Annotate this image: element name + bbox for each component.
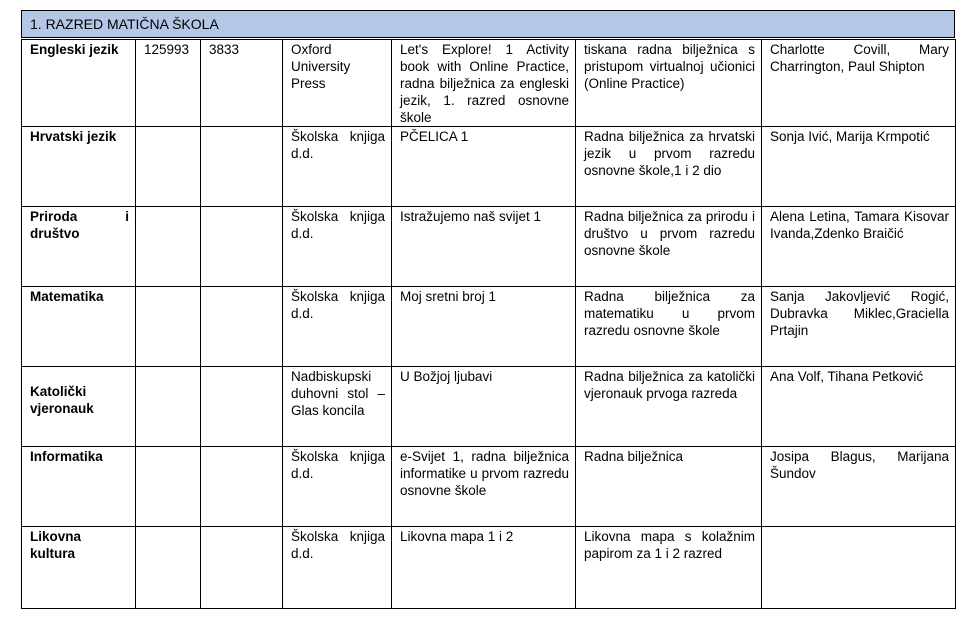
type-cell: Radna bilježnica za matematiku u prvom razredu osnovne škole <box>576 287 762 367</box>
publisher-cell: Nadbiskupski duhovni stol – Glas koncila <box>283 367 392 447</box>
authors-cell: Josipa Blagus, Marijana Šundov <box>762 447 956 527</box>
title-cell: U Božjoj ljubavi <box>392 367 576 447</box>
publisher-cell: Oxford University Press <box>283 40 392 127</box>
code1-cell <box>136 447 201 527</box>
table-row <box>22 367 956 447</box>
table-row <box>22 447 956 527</box>
publisher-cell: Školska knjiga d.d. <box>283 527 392 609</box>
type-cell: Radna bilježnica za hrvatski jezik u prvom razredu osnovne škole,1 i 2 dio <box>576 127 762 207</box>
title-cell: e-Svijet 1, radna bilježnica informatike u prvom razredu osnovne škole <box>392 447 576 527</box>
code1-cell <box>136 527 201 609</box>
section-header: 1. RAZRED MATIČNA ŠKOLA <box>21 10 955 38</box>
publisher-cell: Školska knjiga d.d. <box>283 127 392 207</box>
code1-cell <box>136 127 201 207</box>
publisher-cell: Školska knjiga d.d. <box>283 447 392 527</box>
title-cell: Likovna mapa 1 i 2 <box>392 527 576 609</box>
subject-cell: Likovna kultura <box>22 527 136 609</box>
table-row <box>22 527 956 609</box>
code2-cell <box>201 207 283 287</box>
table-row <box>22 287 956 367</box>
subject-cell: Hrvatski jezik <box>22 127 136 207</box>
table-row <box>22 207 956 287</box>
title-cell: Let's Explore! 1 Activity book with Online Practice, radna bilježnica za engleski jezik, 1. razred osnovne škole <box>392 40 576 127</box>
code1-cell <box>136 287 201 367</box>
authors-cell: Ana Volf, Tihana Petković <box>762 367 956 447</box>
code2-cell <box>201 447 283 527</box>
code2-cell: 3833 <box>201 40 283 127</box>
title-cell: Istražujemo naš svijet 1 <box>392 207 576 287</box>
table-row <box>22 127 956 207</box>
textbook-table <box>21 39 956 609</box>
type-cell: Radna bilježnica za katolički vjeronauk prvoga razreda <box>576 367 762 447</box>
publisher-cell: Školska knjiga d.d. <box>283 287 392 367</box>
authors-cell: Sonja Ivić, Marija Krmpotić <box>762 127 956 207</box>
publisher-cell: Školska knjiga d.d. <box>283 207 392 287</box>
subject-cell: Informatika <box>22 447 136 527</box>
code2-cell <box>201 127 283 207</box>
type-cell: Likovna mapa s kolažnim papirom za 1 i 2 razred <box>576 527 762 609</box>
subject-cell: Engleski jezik <box>22 40 136 127</box>
title-cell: Moj sretni broj 1 <box>392 287 576 367</box>
subject-cell: Matematika <box>22 287 136 367</box>
code2-cell <box>201 527 283 609</box>
code1-cell: 125993 <box>136 40 201 127</box>
type-cell: Radna bilježnica za prirodu i društvo u prvom razredu osnovne škole <box>576 207 762 287</box>
code2-cell <box>201 367 283 447</box>
authors-cell: Alena Letina, Tamara Kisovar Ivanda,Zdenko Braičić <box>762 207 956 287</box>
code2-cell <box>201 287 283 367</box>
authors-cell: Sanja Jakovljević Rogić, Dubravka Miklec,Graciella Prtajin <box>762 287 956 367</box>
subject-cell: Priroda i društvo <box>22 207 136 287</box>
table-row <box>22 40 956 127</box>
title-cell: PČELICA 1 <box>392 127 576 207</box>
authors-cell: Charlotte Covill, Mary Charrington, Paul Shipton <box>762 40 956 127</box>
authors-cell <box>762 527 956 609</box>
code1-cell <box>136 207 201 287</box>
textbook-list <box>21 10 955 609</box>
code1-cell <box>136 367 201 447</box>
subject-cell: Katolički vjeronauk <box>22 367 136 447</box>
type-cell: Radna bilježnica <box>576 447 762 527</box>
type-cell: tiskana radna bilježnica s pristupom virtualnoj učionici (Online Practice) <box>576 40 762 127</box>
